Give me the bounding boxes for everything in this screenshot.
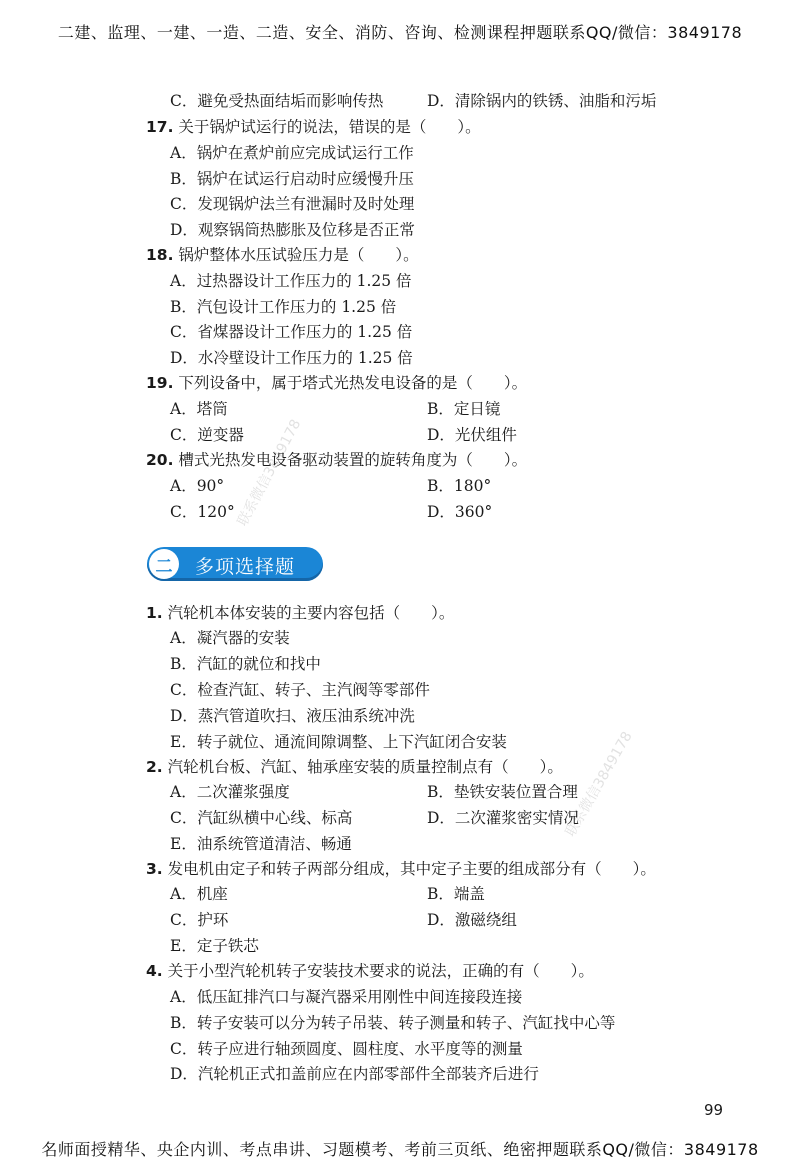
watermark: 联系微信3849178 xyxy=(562,728,636,840)
section-number: 二 xyxy=(155,556,173,577)
q20-text: 槽式光热发电设备驱动装置的旋转角度为（ ）。 xyxy=(178,451,528,469)
q19-option-a: A．塔筒 xyxy=(170,400,228,418)
m4-option-d: D．汽轮机正式扣盖前应在内部零部件全部装齐后进行 xyxy=(170,1065,539,1083)
m1-stem xyxy=(146,603,454,623)
q18-option-b: B．汽包设计工作压力的 1.25 倍 xyxy=(170,298,397,316)
section-heading xyxy=(147,547,323,581)
q20-option-b: B．180° xyxy=(427,477,492,495)
watermark: 联系微信3849178 xyxy=(234,416,305,529)
m1-option-d: D．蒸汽管道吹扫、液压油系统冲洗 xyxy=(170,707,415,725)
m2-option-b: B．垫铁安装位置合理 xyxy=(427,783,578,801)
q20-option-d: D．360° xyxy=(427,503,493,521)
m3-option-a: A．机座 xyxy=(170,885,228,903)
q17-text: 关于锅炉试运行的说法，错误的是（ ）。 xyxy=(178,118,481,136)
q19-text: 下列设备中，属于塔式光热发电设备的是（ ）。 xyxy=(178,374,528,392)
m3-option-d: D．激磁绕组 xyxy=(427,911,517,929)
q20-stem xyxy=(146,450,527,470)
m2-text: 汽轮机台板、汽缸、轴承座安装的质量控制点有（ ）。 xyxy=(167,758,563,776)
m4-option-b: B．转子安装可以分为转子吊装、转子测量和转子、汽缸找中心等 xyxy=(170,1014,616,1032)
footer-banner: 名师面授精华、央企内训、考点串讲、习题模考、考前三页纸、绝密押题联系QQ/微信：3849178 xyxy=(41,1140,759,1159)
section-number-circle xyxy=(149,549,179,579)
q20-option-c: C．120° xyxy=(170,503,235,521)
q16-option-c: C．避免受热面结垢而影响传热 xyxy=(170,92,384,110)
q19-stem xyxy=(146,373,527,393)
m1-option-c: C．检查汽缸、转子、主汽阀等零部件 xyxy=(170,681,430,699)
m4-number: 4. xyxy=(146,962,163,980)
m1-option-b: B．汽缸的就位和找中 xyxy=(170,655,321,673)
q17-option-b: B．锅炉在试运行启动时应缓慢升压 xyxy=(170,170,414,188)
q17-option-a: A．锅炉在煮炉前应完成试运行工作 xyxy=(170,144,414,162)
q19-option-c: C．逆变器 xyxy=(170,426,244,444)
q19-option-b: B．定日镜 xyxy=(427,400,501,418)
q17-stem xyxy=(146,117,481,137)
m4-text: 关于小型汽轮机转子安装技术要求的说法，正确的有（ ）。 xyxy=(167,962,594,980)
q18-option-c: C．省煤器设计工作压力的 1.25 倍 xyxy=(170,323,413,341)
m2-number: 2. xyxy=(146,758,163,776)
page-number: 99 xyxy=(704,1101,724,1119)
m2-option-d: D．二次灌浆密实情况 xyxy=(427,809,579,827)
m3-option-b: B．端盖 xyxy=(427,885,485,903)
m4-option-c: C．转子应进行轴颈圆度、圆柱度、水平度等的测量 xyxy=(170,1040,523,1058)
m3-stem xyxy=(146,859,656,879)
q18-option-a: A．过热器设计工作压力的 1.25 倍 xyxy=(170,272,412,290)
q18-stem xyxy=(146,245,419,265)
m4-stem xyxy=(146,961,594,981)
m2-option-a: A．二次灌浆强度 xyxy=(170,783,290,801)
m2-option-e: E．油系统管道清洁、畅通 xyxy=(170,835,352,853)
m1-option-e: E．转子就位、通流间隙调整、上下汽缸闭合安装 xyxy=(170,733,507,751)
m4-option-a: A．低压缸排汽口与凝汽器采用刚性中间连接段连接 xyxy=(170,988,523,1006)
q18-number: 18. xyxy=(146,246,174,264)
m2-stem xyxy=(146,757,563,777)
m3-option-c: C．护环 xyxy=(170,911,229,929)
q19-number: 19. xyxy=(146,374,174,392)
q18-option-d: D．水冷壁设计工作压力的 1.25 倍 xyxy=(170,349,413,367)
m2-option-c: C．汽缸纵横中心线、标高 xyxy=(170,809,353,827)
header-banner: 二建、监理、一建、一造、二造、安全、消防、咨询、检测课程押题联系QQ/微信：3849178 xyxy=(57,23,743,42)
q17-option-d: D．观察锅筒热膨胀及位移是否正常 xyxy=(170,221,415,239)
q17-option-c: C．发现锅炉法兰有泄漏时及时处理 xyxy=(170,195,415,213)
m1-text: 汽轮机本体安装的主要内容包括（ ）。 xyxy=(167,604,455,622)
q18-text: 锅炉整体水压试验压力是（ ）。 xyxy=(178,246,419,264)
q20-option-a: A．90° xyxy=(170,477,225,495)
section-title: 多项选择题 xyxy=(195,556,296,578)
m3-text: 发电机由定子和转子两部分组成，其中定子主要的组成部分有（ ）。 xyxy=(167,860,656,878)
m1-option-a: A．凝汽器的安装 xyxy=(170,629,290,647)
m3-number: 3. xyxy=(146,860,163,878)
q19-option-d: D．光伏组件 xyxy=(427,426,517,444)
q20-number: 20. xyxy=(146,451,174,469)
q16-option-d: D．清除锅内的铁锈、油脂和污垢 xyxy=(427,92,657,110)
m3-option-e: E．定子铁芯 xyxy=(170,937,259,955)
m1-number: 1. xyxy=(146,604,163,622)
q17-number: 17. xyxy=(146,118,174,136)
